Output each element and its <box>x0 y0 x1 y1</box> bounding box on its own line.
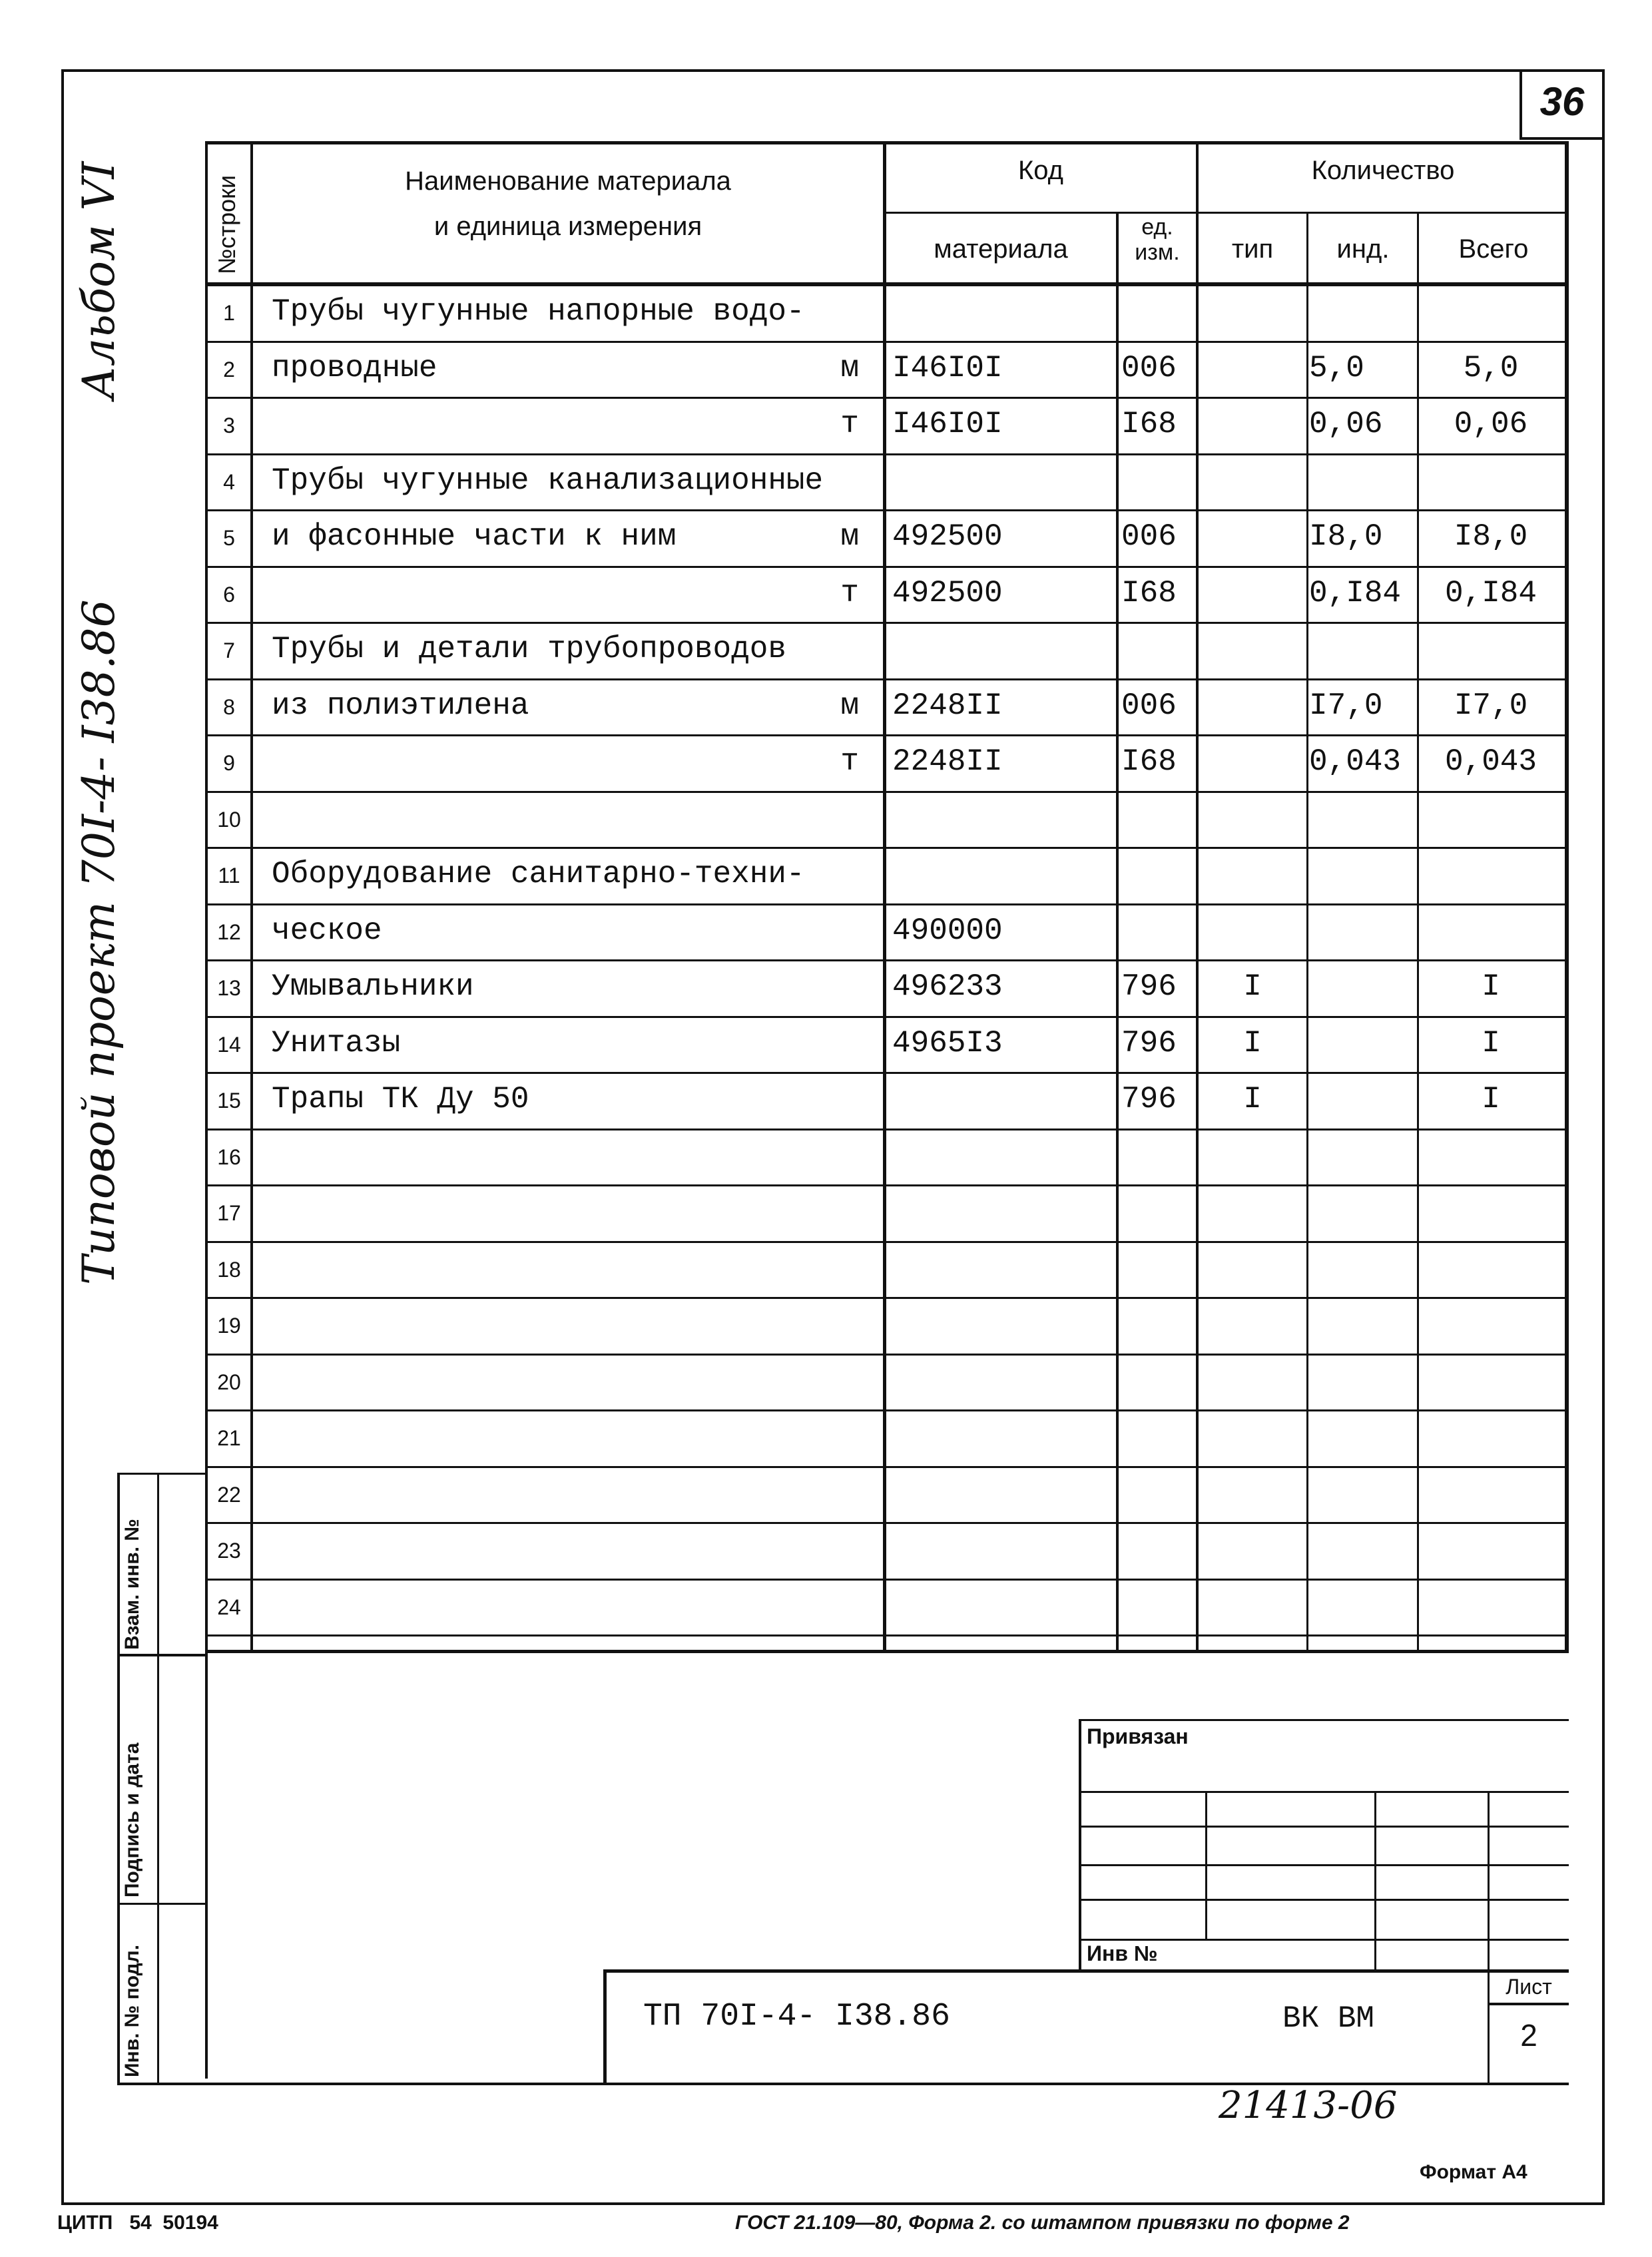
cell-ucode: 006 <box>1121 519 1177 554</box>
cell-total: I7,0 <box>1454 688 1528 723</box>
vzam-inv-label: Взам. инв. № <box>121 1519 143 1650</box>
cell-n: 15 <box>217 1089 241 1113</box>
cell-ind: 0,I84 <box>1309 576 1402 611</box>
cell-n: 13 <box>217 976 241 1000</box>
cell-n: 17 <box>217 1201 241 1225</box>
cell-n: 10 <box>217 808 241 832</box>
page-number: 36 <box>1539 79 1585 124</box>
code-header: Код <box>1017 156 1063 185</box>
cell-name: Трубы чугунные канализационные <box>272 463 824 498</box>
inv-podl-label: Инв. № подл. <box>121 1944 143 2077</box>
cell-name: проводные <box>272 351 437 385</box>
quantity-header: Количество <box>1311 156 1455 185</box>
cell-n: 22 <box>217 1483 241 1507</box>
code-material-header: материала <box>934 234 1068 264</box>
cell-type: I <box>1243 1026 1262 1061</box>
cell-n: 2 <box>223 358 235 381</box>
cell-ucode: 796 <box>1121 969 1177 1004</box>
cell-total: I <box>1482 969 1500 1004</box>
format-label: Формат А4 <box>1420 2161 1527 2183</box>
cell-ind: I8,0 <box>1309 519 1383 554</box>
cell-name: Унитазы <box>272 1026 401 1061</box>
footer-left: ЦИТП 54 50194 <box>57 2212 218 2234</box>
cell-total: I8,0 <box>1454 519 1528 554</box>
name-header-line2: и единица измерения <box>433 212 702 241</box>
doc-code: ТП 70I-4- I38.86 <box>643 1999 950 2035</box>
cell-ucode: I68 <box>1121 576 1177 611</box>
cell-n: 6 <box>223 583 235 607</box>
cell-ucode: I68 <box>1121 407 1177 441</box>
cell-ucode: 796 <box>1121 1082 1177 1117</box>
cell-total: 0,I84 <box>1444 576 1537 611</box>
cell-n: 11 <box>218 864 240 887</box>
signature-date-label: Подпись и дата <box>121 1742 143 1897</box>
name-header-line1: Наименование материала <box>405 166 731 196</box>
cell-ucode: I68 <box>1121 744 1177 779</box>
cell-n: 24 <box>217 1595 241 1619</box>
cell-n: 1 <box>223 301 235 325</box>
cell-unit: м <box>840 351 859 385</box>
doc-mark: ВК ВМ <box>1282 2001 1375 2036</box>
cell-n: 14 <box>217 1033 241 1057</box>
cell-unit: т <box>840 744 859 779</box>
cell-unit: м <box>840 519 859 554</box>
cell-code: 490000 <box>892 913 1003 948</box>
cell-ucode: 006 <box>1121 351 1177 385</box>
cell-n: 20 <box>217 1370 241 1394</box>
cell-type: I <box>1243 969 1262 1004</box>
cell-n: 16 <box>217 1145 241 1169</box>
cell-name: Оборудование санитарно-техни- <box>272 857 805 891</box>
cell-ind: 0,06 <box>1309 407 1383 441</box>
cell-unit: т <box>840 576 859 611</box>
cell-total: I <box>1482 1082 1500 1117</box>
cell-code: 492500 <box>892 576 1003 611</box>
cell-n: 19 <box>217 1314 241 1338</box>
frame-left <box>61 69 64 2205</box>
cell-n: 23 <box>217 1539 241 1563</box>
cell-n: 7 <box>223 638 235 662</box>
cell-total: 0,06 <box>1454 407 1528 441</box>
cell-code: 2248II <box>892 744 1003 779</box>
qty-ind-header: инд. <box>1336 234 1390 264</box>
cell-name: Трубы и детали трубопроводов <box>272 632 786 666</box>
cell-ind: I7,0 <box>1309 688 1383 723</box>
cell-type: I <box>1243 1082 1262 1117</box>
cell-total: 0,043 <box>1444 744 1537 779</box>
cell-n: 5 <box>223 526 235 550</box>
cell-n: 9 <box>223 751 235 775</box>
cell-n: 3 <box>223 413 235 437</box>
cell-code: 496233 <box>892 969 1003 1004</box>
qty-type-header: тип <box>1231 234 1274 264</box>
cell-ucode: 006 <box>1121 688 1177 723</box>
cell-name: ческое <box>272 913 382 948</box>
cell-n: 8 <box>223 695 235 719</box>
cell-ind: 5,0 <box>1309 351 1364 385</box>
cell-total: I <box>1482 1026 1500 1061</box>
cell-name: Трапы ТК Ду 50 <box>272 1082 529 1117</box>
footer-right: ГОСТ 21.109—80, Форма 2. со штампом привязки по форме 2 <box>735 2212 1350 2234</box>
cell-unit: т <box>840 407 859 441</box>
album-note: Альбом VI <box>73 161 125 399</box>
cell-name: и фасонные части к ним <box>272 519 677 554</box>
cell-code: I46I0I <box>892 351 1003 385</box>
cell-total: 5,0 <box>1463 351 1519 385</box>
qty-total-header: Всего <box>1458 234 1529 264</box>
cell-n: 12 <box>217 920 241 944</box>
frame-bottom <box>61 2202 1605 2205</box>
frame-top <box>61 69 1605 72</box>
cell-n: 4 <box>223 470 235 494</box>
cell-code: 4965I3 <box>892 1026 1003 1061</box>
cell-unit: м <box>840 688 859 723</box>
cell-name: из полиэтилена <box>272 688 529 723</box>
row-number-header: №строки <box>213 174 240 274</box>
cell-n: 21 <box>217 1426 241 1450</box>
cell-code: 492500 <box>892 519 1003 554</box>
code-unit-header: ед. изм. <box>1135 214 1180 265</box>
frame-right <box>1602 69 1605 2205</box>
cell-ucode: 796 <box>1121 1026 1177 1061</box>
cell-code: I46I0I <box>892 407 1003 441</box>
cell-code: 2248II <box>892 688 1003 723</box>
list-label: Лист <box>1506 1975 1552 1999</box>
cell-n: 18 <box>217 1258 241 1282</box>
handwritten-number: 21413-06 <box>1219 2084 1398 2127</box>
privyazan-label: Привязан <box>1087 1724 1189 1748</box>
inv-no-label: Инв № <box>1087 1941 1158 1965</box>
cell-ind: 0,043 <box>1309 744 1402 779</box>
project-note: Типовой проект 70I-4- I38.86 <box>73 599 125 1285</box>
cell-name: Трубы чугунные напорные водо- <box>272 294 805 329</box>
list-value: 2 <box>1520 2018 1537 2053</box>
cell-name: Умывальники <box>272 969 474 1004</box>
